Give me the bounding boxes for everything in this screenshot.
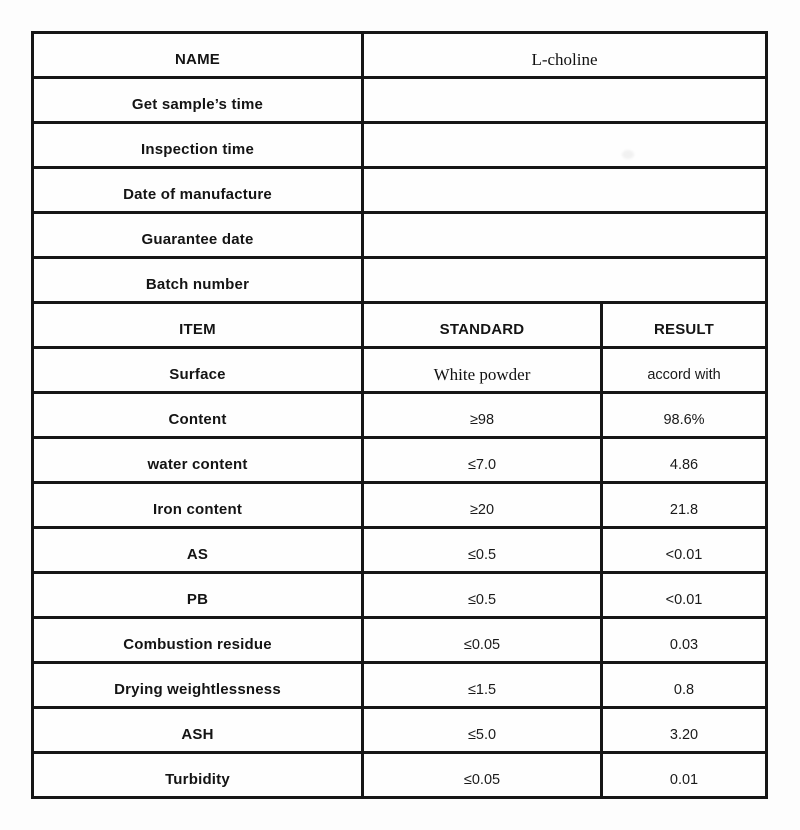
spec-standard-surface: White powder (364, 349, 603, 391)
spec-standard-ash: ≤5.0 (364, 709, 603, 751)
spec-standard-pb: ≤0.5 (364, 574, 603, 616)
spec-result-pb: <0.01 (665, 591, 703, 608)
spec-item-combustion-residue: Combustion residue (34, 619, 364, 661)
spec-item-drying-weightlessness: Drying weightlessness (34, 664, 364, 706)
spec-standard-as: ≤0.5 (364, 529, 603, 571)
spec-result-iron-content: 21.8 (669, 501, 699, 518)
spec-row-turbidity (34, 754, 765, 796)
info-label-manufacture-date: Date of manufacture (34, 169, 364, 211)
spec-result-surface: accord with (647, 366, 721, 383)
scan-artifact-speck (622, 150, 634, 159)
spec-header-item: ITEM (34, 304, 364, 346)
spec-row-surface (34, 349, 765, 394)
spec-standard-content: ≥98 (364, 394, 603, 436)
spec-result-content: 98.6% (663, 411, 705, 428)
spec-standard-drying-weightlessness: ≤1.5 (364, 664, 603, 706)
info-row-batch-number (34, 259, 765, 304)
info-label-guarantee-date: Guarantee date (34, 214, 364, 256)
spec-row-as (34, 529, 765, 574)
spec-row-drying-weightlessness (34, 664, 765, 709)
spec-result-combustion-residue: 0.03 (669, 636, 699, 653)
info-value-inspection-time (364, 124, 765, 166)
spec-standard-turbidity: ≤0.05 (364, 754, 603, 796)
spec-result-water-content: 4.86 (669, 456, 699, 473)
spec-standard-combustion-residue: ≤0.05 (364, 619, 603, 661)
spec-item-iron-content: Iron content (34, 484, 364, 526)
info-value-sample-time (364, 79, 765, 121)
info-label-inspection-time: Inspection time (34, 124, 364, 166)
spec-item-water-content: water content (34, 439, 364, 481)
info-row-manufacture-date (34, 169, 765, 214)
info-label-sample-time: Get sample’s time (34, 79, 364, 121)
spec-item-turbidity: Turbidity (34, 754, 364, 796)
info-row-name (34, 34, 765, 79)
spec-result-ash: 3.20 (669, 726, 699, 743)
spec-header-row (34, 304, 765, 349)
spec-standard-iron-content: ≥20 (364, 484, 603, 526)
info-value-manufacture-date (364, 169, 765, 211)
info-value-name: L-choline (531, 49, 598, 69)
spec-result-as: <0.01 (665, 546, 703, 563)
info-label-batch-number: Batch number (34, 259, 364, 301)
spec-item-ash: ASH (34, 709, 364, 751)
spec-result-drying-weightlessness: 0.8 (673, 681, 695, 698)
spec-result-turbidity: 0.01 (669, 771, 699, 788)
spec-row-combustion-residue (34, 619, 765, 664)
info-value-guarantee-date (364, 214, 765, 256)
spec-row-ash (34, 709, 765, 754)
info-row-guarantee-date (34, 214, 765, 259)
spec-item-content: Content (34, 394, 364, 436)
spec-item-pb: PB (34, 574, 364, 616)
spec-item-as: AS (34, 529, 364, 571)
spec-row-pb (34, 574, 765, 619)
spec-standard-water-content: ≤7.0 (364, 439, 603, 481)
spec-row-water-content (34, 439, 765, 484)
spec-item-surface: Surface (34, 349, 364, 391)
spec-row-iron-content (34, 484, 765, 529)
info-row-inspection-time (34, 124, 765, 169)
info-value-batch-number (364, 259, 765, 301)
spec-row-content (34, 394, 765, 439)
spec-header-result: RESULT (653, 321, 715, 338)
info-row-sample-time (34, 79, 765, 124)
coa-table (31, 31, 768, 799)
info-label-name: NAME (34, 34, 364, 76)
spec-header-standard: STANDARD (364, 304, 603, 346)
